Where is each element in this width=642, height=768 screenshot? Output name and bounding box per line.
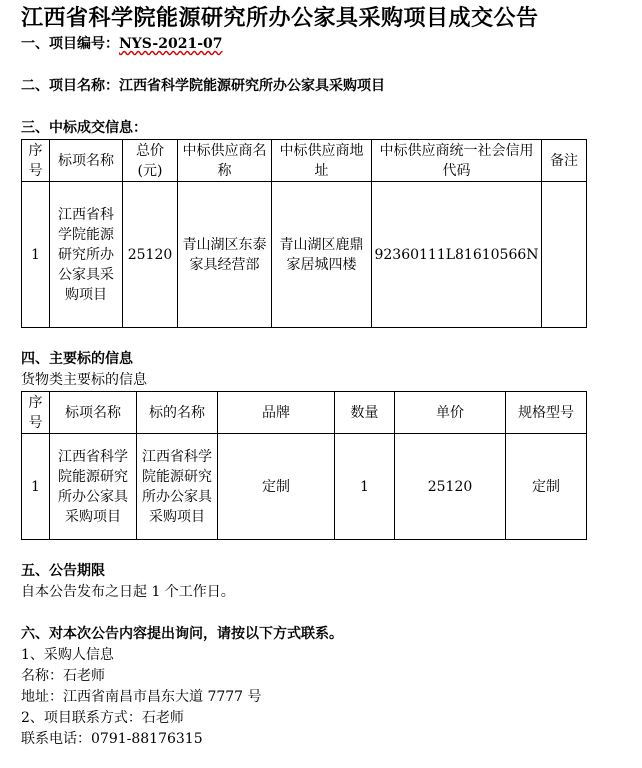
table-cell: 1 [335,434,395,540]
project-number-value: NYS-2021-07 [119,36,223,52]
table-header-row [22,140,587,182]
award-info-heading: 三、中标成交信息： [21,120,147,136]
header-cell: 标的名称 [137,392,218,434]
project-name-heading: 二、项目名称：江西省科学院能源研究所办公家具采购项目 [21,78,385,94]
table-cell: 江西省科学院能源研究所办公家具采购项目 [50,182,123,328]
table-cell: 江西省科学院能源研究所办公家具采购项目 [137,434,218,540]
table-cell: 1 [22,182,50,328]
table-header-row [22,392,587,434]
header-cell: 中标供应商地址 [272,140,372,182]
table-cell: 青山湖区鹿鼎家居城四楼 [272,182,372,328]
header-cell: 规格型号 [506,392,587,434]
page-title: 江西省科学院能源研究所办公家具采购项目成交公告 [21,5,539,31]
main-subject-table [21,391,587,540]
main-subject-heading: 四、主要标的信息 [21,351,133,367]
table-cell: 25120 [395,434,506,540]
header-cell: 品牌 [218,392,335,434]
table-cell [542,182,587,328]
table-cell: 江西省科学院能源研究所办公家具采购项目 [50,434,137,540]
notice-period-heading: 五、公告期限 [21,563,105,579]
contact-line: 名称：石老师 [21,668,105,684]
header-cell: 备注 [542,140,587,182]
contact-heading: 六、对本次公告内容提出询问，请按以下方式联系。 [21,626,343,642]
table-row [22,434,587,540]
table-cell: 青山湖区东泰家具经营部 [178,182,272,328]
contact-line: 联系电话：0791-88176315 [21,731,203,747]
header-cell: 单价 [395,392,506,434]
header-cell: 总价(元) [123,140,178,182]
contact-line: 1、采购人信息 [21,647,114,663]
header-cell: 标项名称 [50,140,123,182]
table-row [22,182,587,328]
header-cell: 中标供应商统一社会信用代码 [372,140,542,182]
table-cell: 25120 [123,182,178,328]
contact-line: 2、项目联系方式：石老师 [21,710,184,726]
table-cell: 定制 [218,434,335,540]
header-cell: 序号 [22,140,50,182]
header-cell: 中标供应商名称 [178,140,272,182]
main-subject-subheading: 货物类主要标的信息 [21,372,147,388]
contact-line: 地址：江西省南昌市昌东大道 7777 号 [21,689,262,705]
header-cell: 标项名称 [50,392,137,434]
header-cell: 序号 [22,392,50,434]
header-cell: 数量 [335,392,395,434]
award-info-table [21,139,587,328]
table-cell: 定制 [506,434,587,540]
table-cell: 92360111L81610566N [372,182,542,328]
table-cell: 1 [22,434,50,540]
project-number [21,34,642,55]
project-number-label: 一、项目编号： [21,36,119,52]
notice-period-text: 自本公告发布之日起 1 个工作日。 [21,584,235,600]
